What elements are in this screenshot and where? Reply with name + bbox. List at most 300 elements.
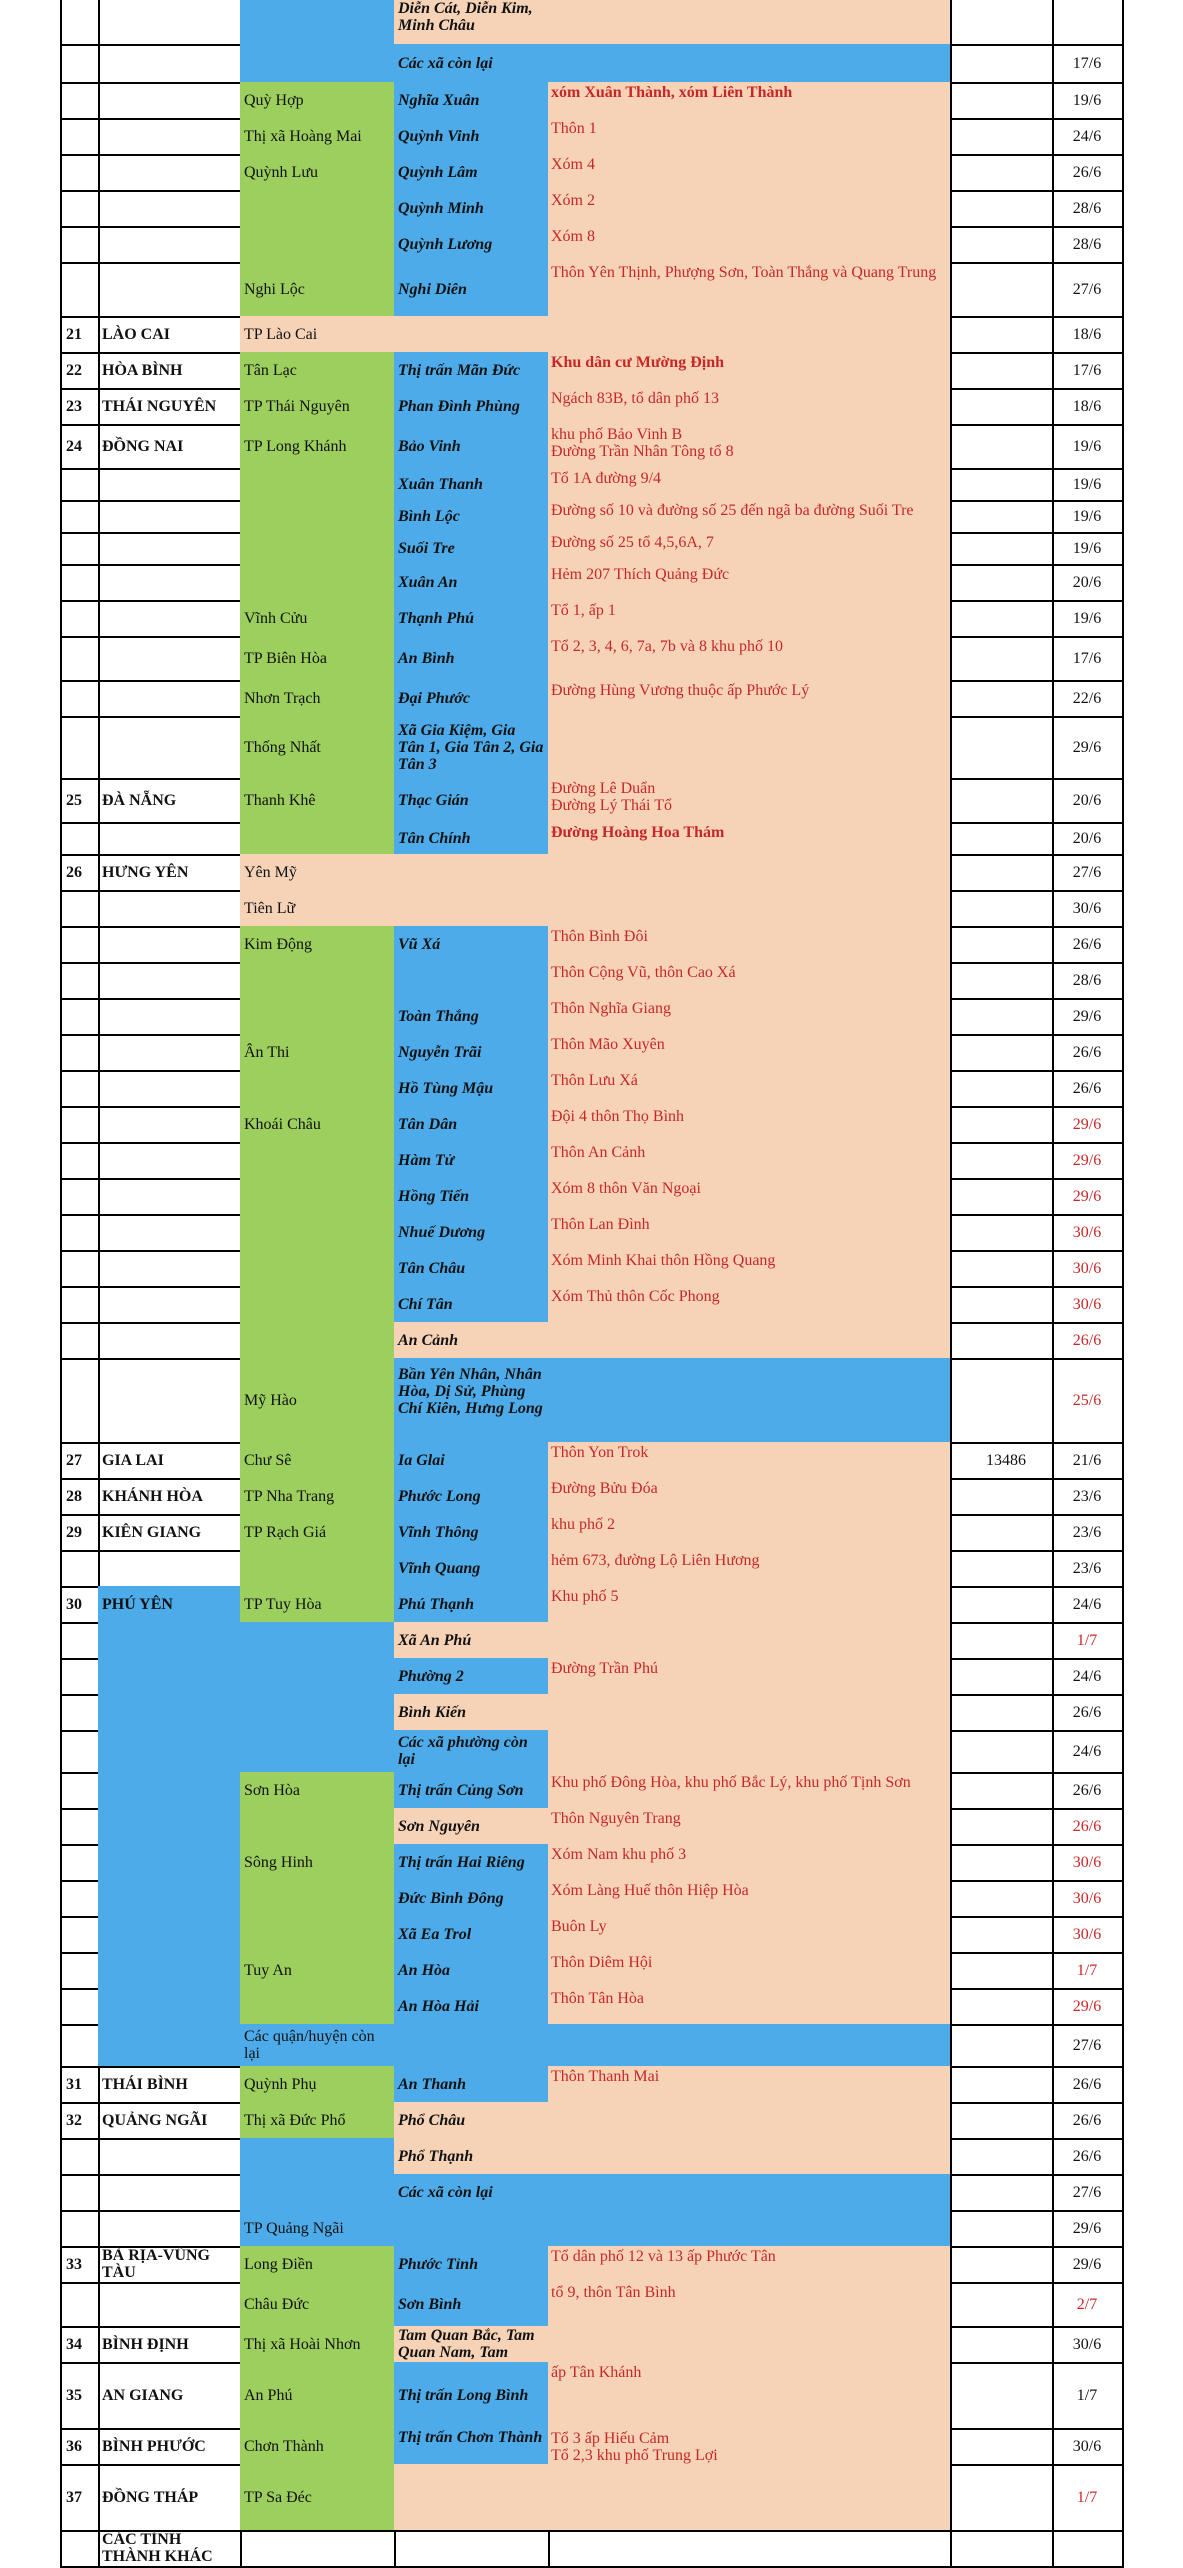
date-text: 27/6 xyxy=(1072,280,1102,298)
province-text: ĐỒNG THÁP xyxy=(102,2488,199,2506)
extra-cell xyxy=(950,1622,1054,1660)
district-cell xyxy=(240,2210,396,2248)
extra-cell xyxy=(950,926,1054,964)
extra-cell xyxy=(950,1106,1054,1144)
date-cell xyxy=(1052,2174,1124,2212)
date-cell xyxy=(1052,680,1124,718)
area-cell xyxy=(548,1358,952,1444)
ward-cell xyxy=(394,1658,550,1696)
province-cell xyxy=(98,2530,242,2568)
area-text: Buôn Ly xyxy=(551,1918,607,1935)
row-number xyxy=(60,352,100,390)
area-text: Đội 4 thôn Thọ Bình xyxy=(551,1108,685,1125)
row-number xyxy=(60,854,100,892)
district-cell xyxy=(240,636,396,682)
extra-cell xyxy=(950,2138,1054,2176)
area-cell xyxy=(548,1106,952,1144)
province-cell xyxy=(98,2246,242,2284)
province-cell xyxy=(98,1514,242,1552)
area-cell xyxy=(548,2362,952,2430)
ward-cell xyxy=(394,716,550,780)
extra-cell xyxy=(950,2428,1054,2466)
date-cell xyxy=(1052,154,1124,192)
ward-cell xyxy=(394,388,550,426)
district-cell xyxy=(240,1550,396,1588)
ward-cell xyxy=(394,2210,550,2248)
province-text: KIÊN GIANG xyxy=(102,1523,202,1541)
ward-text: Đức Bình Đông xyxy=(398,1889,504,1907)
extra-cell xyxy=(950,1808,1054,1846)
ward-cell xyxy=(394,564,550,602)
ward-cell xyxy=(394,532,550,566)
district-cell xyxy=(240,1214,396,1252)
ward-text: Quỳnh Lâm xyxy=(398,163,478,181)
district-text: An Phú xyxy=(244,2386,293,2404)
area-text: Đường Bửu Đóa xyxy=(551,1480,658,1497)
district-text: Sơn Hòa xyxy=(244,1781,301,1799)
province-cell xyxy=(98,1070,242,1108)
area-cell xyxy=(548,1214,952,1252)
extra-cell xyxy=(950,1322,1054,1360)
extra-cell xyxy=(950,44,1054,84)
date-text: 30/6 xyxy=(1072,1259,1102,1277)
ward-text: Thạnh Phú xyxy=(398,609,475,627)
area-cell xyxy=(548,1586,952,1624)
district-cell xyxy=(240,2282,396,2328)
ward-cell xyxy=(394,1478,550,1516)
area-cell xyxy=(548,680,952,718)
date-text: 19/6 xyxy=(1072,475,1102,493)
extra-cell xyxy=(950,854,1054,892)
district-cell xyxy=(240,1880,396,1918)
district-text: TP Nha Trang xyxy=(244,1487,335,1505)
area-text: Xóm Làng Huế thôn Hiệp Hòa xyxy=(551,1882,749,1899)
row-number-text: 25 xyxy=(66,791,82,809)
ward-text: Vĩnh Quang xyxy=(398,1559,481,1577)
district-text: Quỳ Hợp xyxy=(244,91,304,109)
ward-cell xyxy=(394,1952,550,1990)
date-cell xyxy=(1052,2282,1124,2328)
extra-cell xyxy=(950,1142,1054,1180)
district-cell xyxy=(240,1358,396,1444)
province-text: ĐÀ NẴNG xyxy=(102,791,177,809)
extra-cell xyxy=(950,262,1054,318)
date-cell xyxy=(1052,1694,1124,1732)
ward-cell xyxy=(394,82,550,120)
district-cell xyxy=(240,1250,396,1288)
province-cell xyxy=(98,1880,242,1918)
row-number xyxy=(60,822,100,856)
area-text: Khu dân cư Mường Định xyxy=(551,354,724,371)
date-cell xyxy=(1052,890,1124,928)
date-cell xyxy=(1052,1658,1124,1696)
extra-cell xyxy=(950,962,1054,1000)
area-cell xyxy=(548,1442,952,1480)
province-cell xyxy=(98,44,242,84)
province-cell xyxy=(98,822,242,856)
province-cell xyxy=(98,1442,242,1480)
date-text: 23/6 xyxy=(1072,1559,1102,1577)
ward-cell xyxy=(394,1844,550,1882)
extra-cell xyxy=(950,1550,1054,1588)
extra-cell xyxy=(950,2066,1054,2104)
date-text: 1/7 xyxy=(1076,2488,1098,2506)
province-text: QUẢNG NGÃI xyxy=(102,2111,208,2129)
province-cell xyxy=(98,2210,242,2248)
district-cell xyxy=(240,1952,396,1990)
row-number xyxy=(60,2530,100,2568)
district-text: Kim Động xyxy=(244,935,312,953)
ward-text: Phan Đình Phùng xyxy=(398,397,520,415)
date-cell xyxy=(1052,600,1124,638)
district-cell xyxy=(240,2362,396,2430)
area-cell xyxy=(548,154,952,192)
district-text: TP Quảng Ngãi xyxy=(244,2219,344,2237)
area-cell xyxy=(548,1034,952,1072)
ward-cell xyxy=(394,2530,550,2568)
date-cell xyxy=(1052,2246,1124,2284)
row-number xyxy=(60,998,100,1036)
date-text: 20/6 xyxy=(1072,573,1102,591)
date-text: 18/6 xyxy=(1072,397,1102,415)
date-text: 24/6 xyxy=(1072,1595,1102,1613)
area-text: Thôn Cộng Vũ, thôn Cao Xá xyxy=(551,964,736,981)
area-text: Thôn Mão Xuyên xyxy=(551,1036,665,1053)
date-cell xyxy=(1052,1442,1124,1480)
area-cell xyxy=(548,1550,952,1588)
area-text: Xóm 8 xyxy=(551,228,595,245)
ward-text: An Thanh xyxy=(398,2075,467,2093)
row-number xyxy=(60,2326,100,2364)
ward-cell xyxy=(394,2102,550,2140)
province-cell xyxy=(98,352,242,390)
area-text: Thôn Nghĩa Giang xyxy=(551,1000,671,1017)
row-number xyxy=(60,716,100,780)
area-text: Xóm Nam khu phố 3 xyxy=(551,1846,687,1863)
province-text: ĐỒNG NAI xyxy=(102,437,184,455)
date-text: 30/6 xyxy=(1072,1889,1102,1907)
date-cell xyxy=(1052,468,1124,502)
date-text: 26/6 xyxy=(1072,935,1102,953)
ward-text: Phước Tỉnh xyxy=(398,2255,478,2273)
ward-text: Quỳnh Vinh xyxy=(398,127,480,145)
row-number xyxy=(60,2210,100,2248)
province-cell xyxy=(98,226,242,264)
area-cell xyxy=(548,636,952,682)
row-number xyxy=(60,1514,100,1552)
extra-cell xyxy=(950,2246,1054,2284)
row-number-text: 27 xyxy=(66,1451,82,1469)
ward-cell xyxy=(394,1106,550,1144)
province-cell xyxy=(98,1550,242,1588)
area-text: Tổ dân phố 12 và 13 ấp Phước Tân xyxy=(551,2248,776,2265)
district-cell xyxy=(240,388,396,426)
extra-cell xyxy=(950,500,1054,534)
date-text: 29/6 xyxy=(1072,1007,1102,1025)
area-cell xyxy=(548,564,952,602)
district-cell xyxy=(240,82,396,120)
province-cell xyxy=(98,1952,242,1990)
province-cell xyxy=(98,1478,242,1516)
ward-cell xyxy=(394,998,550,1036)
ward-cell xyxy=(394,2464,550,2532)
province-cell xyxy=(98,2066,242,2104)
district-cell xyxy=(240,190,396,228)
province-cell xyxy=(98,0,242,46)
area-cell xyxy=(548,1916,952,1954)
row-number xyxy=(60,1658,100,1696)
ward-cell xyxy=(394,636,550,682)
ward-cell xyxy=(394,2428,550,2466)
date-cell xyxy=(1052,44,1124,84)
extra-cell xyxy=(950,822,1054,856)
area-cell xyxy=(548,532,952,566)
date-text: 28/6 xyxy=(1072,199,1102,217)
extra-cell xyxy=(950,1988,1054,2026)
extra-cell xyxy=(950,1658,1054,1696)
ward-cell xyxy=(394,1550,550,1588)
district-text: Long Điền xyxy=(244,2255,313,2273)
row-number xyxy=(60,1730,100,1774)
ward-cell xyxy=(394,890,550,928)
province-cell xyxy=(98,468,242,502)
row-number-text: 34 xyxy=(66,2335,82,2353)
area-cell xyxy=(548,2174,952,2212)
date-text: 1/7 xyxy=(1076,1631,1098,1649)
date-cell xyxy=(1052,226,1124,264)
date-text: 24/6 xyxy=(1072,1667,1102,1685)
ward-text: Phổ Châu xyxy=(398,2111,466,2129)
district-cell xyxy=(240,926,396,964)
extra-cell xyxy=(950,352,1054,390)
district-text: Các quận/huyện còn lại xyxy=(244,2028,375,2062)
area-cell xyxy=(548,890,952,928)
row-number-text: 33 xyxy=(66,2255,82,2273)
ward-cell xyxy=(394,1358,550,1444)
ward-cell xyxy=(394,2138,550,2176)
province-text: HƯNG YÊN xyxy=(102,863,189,881)
date-cell xyxy=(1052,118,1124,156)
ward-text: Thị trấn Long Bình xyxy=(398,2386,529,2404)
district-cell xyxy=(240,1142,396,1180)
ward-text: An Hòa xyxy=(398,1961,451,1979)
area-cell xyxy=(548,2210,952,2248)
date-cell xyxy=(1052,1586,1124,1624)
date-cell xyxy=(1052,1952,1124,1990)
province-cell xyxy=(98,1034,242,1072)
extra-cell xyxy=(950,2530,1054,2568)
row-number xyxy=(60,1442,100,1480)
date-text: 29/6 xyxy=(1072,1151,1102,1169)
ward-text: Suối Tre xyxy=(398,539,455,557)
date-cell xyxy=(1052,1514,1124,1552)
date-cell xyxy=(1052,388,1124,426)
extra-cell xyxy=(950,1070,1054,1108)
row-number xyxy=(60,2174,100,2212)
row-number xyxy=(60,0,100,46)
district-cell xyxy=(240,1286,396,1324)
district-text: TP Lào Cai xyxy=(244,325,318,343)
district-cell xyxy=(240,1844,396,1882)
date-text: 26/6 xyxy=(1072,1331,1102,1349)
ward-text: An Hòa Hải xyxy=(398,1997,479,2015)
area-cell xyxy=(548,2428,952,2466)
province-text: CÁC TỈNH THÀNH KHÁC xyxy=(102,2531,213,2565)
area-text: Tổ 3 ấp Hiếu Cảm Tổ 2,3 khu phố Trung Lợi xyxy=(551,2430,718,2464)
ward-text: Xã Gia Kiệm, Gia Tân 1, Gia Tân 2, Gia Tân 3 xyxy=(398,721,544,773)
date-text: 18/6 xyxy=(1072,325,1102,343)
date-cell xyxy=(1052,1772,1124,1810)
district-text: Tuy An xyxy=(244,1961,292,1979)
province-cell xyxy=(98,2326,242,2364)
area-text: Thôn Tân Hòa xyxy=(551,1990,645,2007)
province-text: GIA LAI xyxy=(102,1451,164,1469)
row-number xyxy=(60,262,100,318)
date-text: 30/6 xyxy=(1072,1223,1102,1241)
date-text: 29/6 xyxy=(1072,1115,1102,1133)
date-cell xyxy=(1052,1550,1124,1588)
ward-cell xyxy=(394,1286,550,1324)
ward-cell xyxy=(394,1514,550,1552)
district-text: Chơn Thành xyxy=(244,2437,324,2455)
extra-cell xyxy=(950,1178,1054,1216)
date-cell xyxy=(1052,926,1124,964)
district-cell xyxy=(240,1586,396,1624)
row-number xyxy=(60,190,100,228)
row-number xyxy=(60,388,100,426)
ward-cell xyxy=(394,468,550,502)
ward-text: Tam Quan Bắc, Tam Quan Nam, Tam xyxy=(398,2327,535,2361)
district-cell xyxy=(240,1478,396,1516)
ward-text: An Cảnh xyxy=(398,1331,459,1349)
area-cell xyxy=(548,2102,952,2140)
row-number xyxy=(60,962,100,1000)
district-text: Chư Sê xyxy=(244,1451,292,1469)
area-cell xyxy=(548,118,952,156)
extra-cell xyxy=(950,680,1054,718)
area-cell xyxy=(548,962,952,1000)
province-text: BÌNH PHƯỚC xyxy=(102,2437,206,2455)
date-cell xyxy=(1052,998,1124,1036)
row-number-text: 28 xyxy=(66,1487,82,1505)
ward-cell xyxy=(394,778,550,824)
extra-cell xyxy=(950,564,1054,602)
district-cell xyxy=(240,2066,396,2104)
province-cell xyxy=(98,1214,242,1252)
ward-cell xyxy=(394,2246,550,2284)
ward-text: Thị trấn Mãn Đức xyxy=(398,361,521,379)
province-cell xyxy=(98,1844,242,1882)
ward-text: Quỳnh Lương xyxy=(398,235,493,253)
date-cell xyxy=(1052,82,1124,120)
province-text: HÒA BÌNH xyxy=(102,361,183,379)
row-number xyxy=(60,2362,100,2430)
date-text: 26/6 xyxy=(1072,1817,1102,1835)
area-cell xyxy=(548,2246,952,2284)
ward-text: Vũ Xá xyxy=(398,935,441,953)
ward-text: Tân Chính xyxy=(398,829,471,847)
province-cell xyxy=(98,1250,242,1288)
district-cell xyxy=(240,1772,396,1810)
ward-text: Sơn Nguyên xyxy=(398,1817,480,1835)
area-cell xyxy=(548,1322,952,1360)
row-number xyxy=(60,926,100,964)
area-cell xyxy=(548,2024,952,2068)
row-number-text: 37 xyxy=(66,2488,82,2506)
province-cell xyxy=(98,154,242,192)
row-number-text: 22 xyxy=(66,361,82,379)
date-text: 29/6 xyxy=(1072,1997,1102,2015)
area-cell xyxy=(548,778,952,824)
area-cell xyxy=(548,190,952,228)
province-cell xyxy=(98,564,242,602)
ward-text: Phước Long xyxy=(398,1487,481,1505)
province-cell xyxy=(98,854,242,892)
date-cell xyxy=(1052,1622,1124,1660)
area-cell xyxy=(548,2530,952,2568)
district-cell xyxy=(240,500,396,534)
area-text: Tổ 1, ấp 1 xyxy=(551,602,616,619)
ward-cell xyxy=(394,190,550,228)
row-number-text: 21 xyxy=(66,325,82,343)
province-cell xyxy=(98,2464,242,2532)
province-cell xyxy=(98,1916,242,1954)
ward-text: Tân Châu xyxy=(398,1259,466,1277)
district-cell xyxy=(240,890,396,928)
area-text: Đường Hoàng Hoa Thám xyxy=(551,824,725,841)
row-number xyxy=(60,118,100,156)
date-cell xyxy=(1052,262,1124,318)
date-text: 30/6 xyxy=(1072,2335,1102,2353)
row-number xyxy=(60,1358,100,1444)
row-number xyxy=(60,2246,100,2284)
date-text: 26/6 xyxy=(1072,2111,1102,2129)
district-cell xyxy=(240,316,396,354)
area-cell xyxy=(548,316,952,354)
province-cell xyxy=(98,1322,242,1360)
province-text: BÌNH ĐỊNH xyxy=(102,2335,189,2353)
ward-cell xyxy=(394,1772,550,1810)
area-text: Đường Hùng Vương thuộc ấp Phước Lý xyxy=(551,682,810,699)
ward-cell xyxy=(394,226,550,264)
district-text: Quỳnh Lưu xyxy=(244,163,318,181)
area-cell xyxy=(548,600,952,638)
district-text: Nghi Lộc xyxy=(244,280,305,298)
row-number xyxy=(60,1034,100,1072)
ward-text: Hồng Tiến xyxy=(398,1187,469,1205)
province-cell xyxy=(98,1988,242,2026)
date-text: 17/6 xyxy=(1072,54,1102,72)
province-cell xyxy=(98,1772,242,1810)
date-cell xyxy=(1052,2428,1124,2466)
area-cell xyxy=(548,822,952,856)
extra-cell xyxy=(950,600,1054,638)
extra-cell xyxy=(950,1880,1054,1918)
area-cell xyxy=(548,82,952,120)
extra-cell xyxy=(950,1034,1054,1072)
province-cell xyxy=(98,1730,242,1774)
date-cell xyxy=(1052,1034,1124,1072)
area-text: Khu phố Đông Hòa, khu phố Bắc Lý, khu phố Tịnh Sơn xyxy=(551,1774,911,1791)
area-cell xyxy=(548,1730,952,1774)
ward-text: Thị trấn Hai Riêng xyxy=(398,1853,525,1871)
ward-cell xyxy=(394,424,550,470)
extra-cell xyxy=(950,1286,1054,1324)
district-cell xyxy=(240,680,396,718)
date-cell xyxy=(1052,1844,1124,1882)
ward-text: Thị trấn Củng Sơn xyxy=(398,1781,524,1799)
district-cell xyxy=(240,0,396,46)
